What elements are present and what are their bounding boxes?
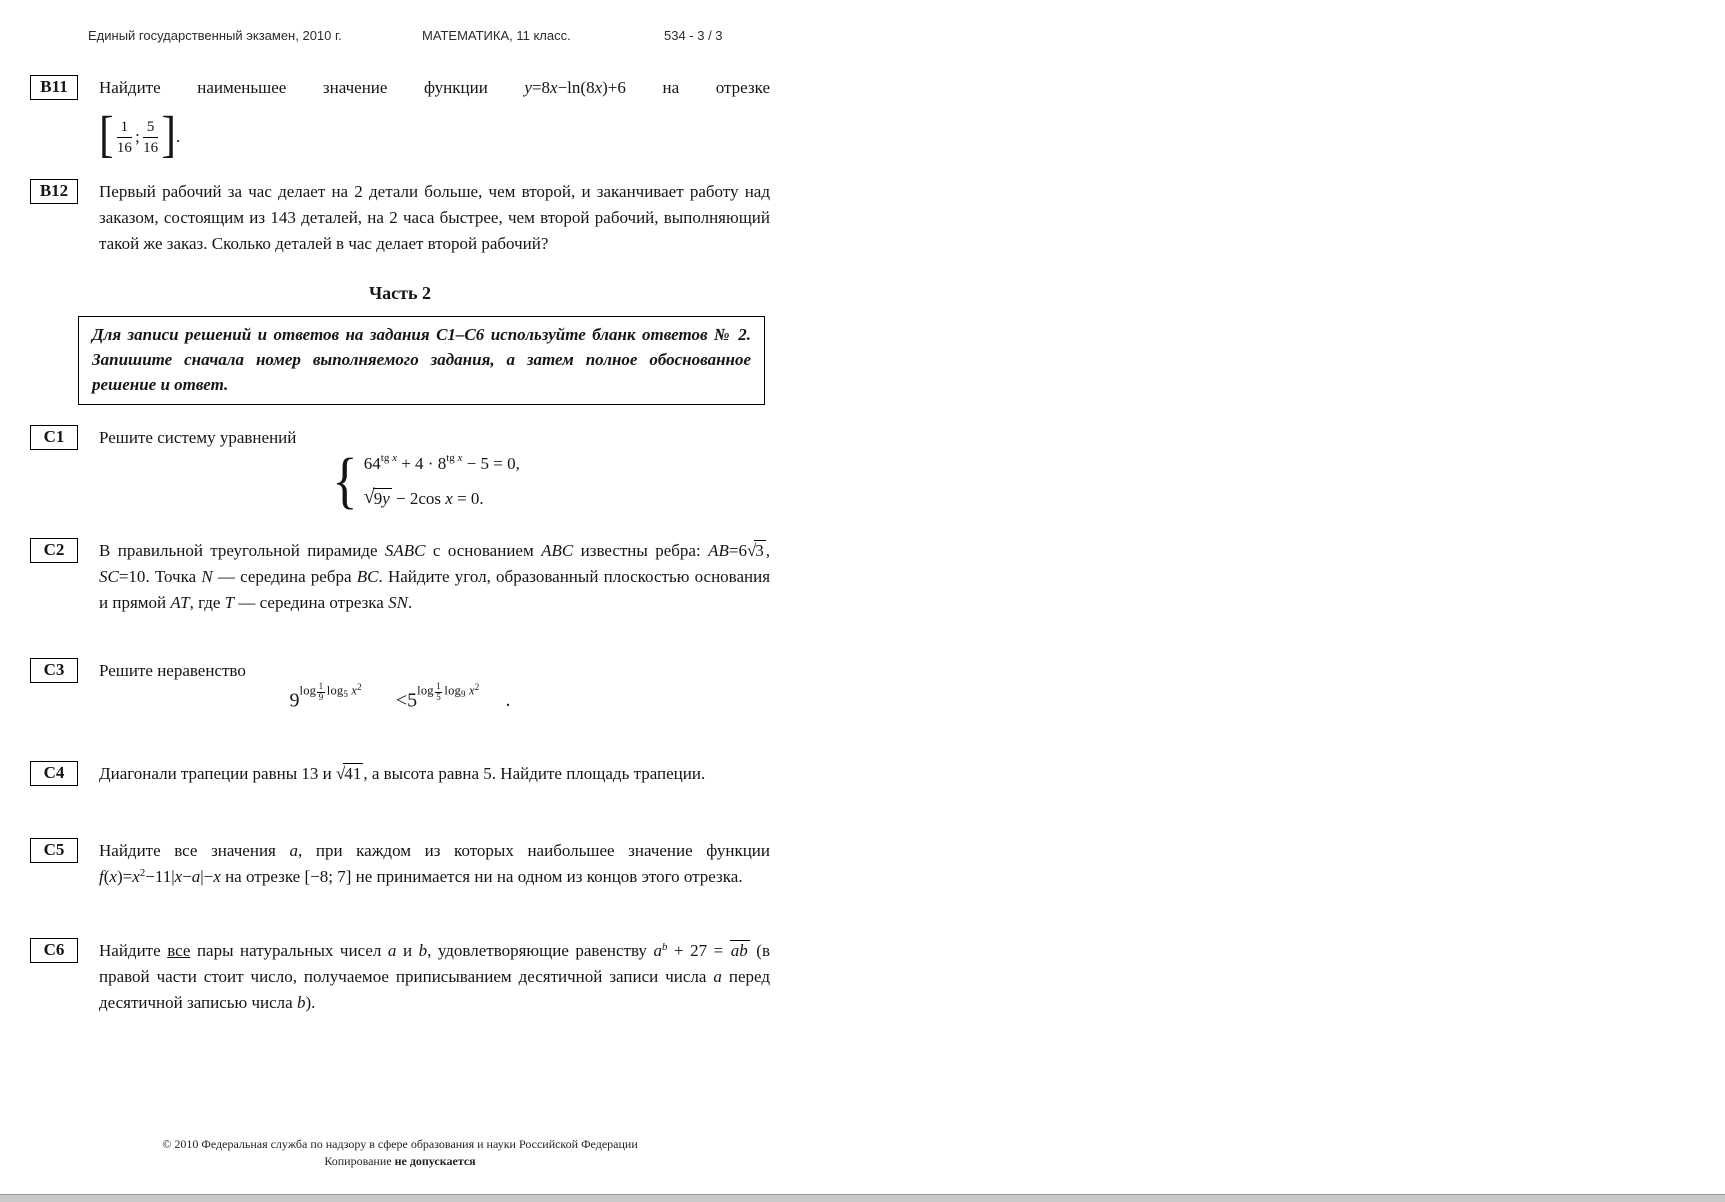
equation-2: √ 9y − 2cos x = 0. xyxy=(363,486,484,508)
equation-system-c1 xyxy=(330,446,520,516)
problem-label-c1: C1 xyxy=(30,425,78,450)
formula-bc: BC. Найдите угол, образованный плоскостью основания и прямой xyxy=(99,567,771,612)
problem-label-b11: B11 xyxy=(30,75,78,100)
problem-label-c3: C3 xyxy=(30,658,78,683)
inequality-c3: 9log $\frac{1}{9}$ $\log_5 x^2<5\log$ $\frac{1}{5}$ $\log_9 x^2$. xyxy=(289,681,511,712)
instruction-box: Для записи решений и ответов на задания C1–C6 используйте бланк ответов № 2. Запишите сначала номер выполняемого задания, а затем полное обоснованное решение и ответ. xyxy=(78,316,765,405)
segment-value: [−8; 7] xyxy=(304,867,352,886)
system-brace: { xyxy=(332,447,358,515)
window-bottom-edge xyxy=(0,1194,1725,1202)
equation-1: 64 tg x + 4 · 8 tg x − 5 = 0, xyxy=(363,451,520,473)
formula-sqrt41: √41 , а высота равна 5. Найдите площадь трапеции. xyxy=(336,764,706,783)
footer-copyright: © 2010 Федеральная служба по надзору в сфере образования и науки Российской Федерации xyxy=(162,1137,638,1151)
part2-title: Часть 2 xyxy=(368,283,432,303)
interval-b11: [ $\frac{1}{16}$ ; $\frac{5}{16}$ ] . xyxy=(99,106,181,163)
problem-text-c3: Решите неравенство xyxy=(99,661,246,680)
header-page-number: 534 - 3 / 3 xyxy=(664,28,723,43)
header-exam-title: Единый государственный экзамен, 2010 г. xyxy=(88,28,342,43)
problem-label-c2: C2 xyxy=(30,538,78,563)
formula-fx: $f(x)=x^2-11|x-a|-x$ xyxy=(99,867,221,886)
formula-at: AT, где xyxy=(170,593,221,612)
footer-no-copy: Копирование не допускается xyxy=(324,1154,476,1168)
formula-sn: SN. xyxy=(388,593,413,612)
problem-text-b11: Найдите наименьшее значение функции y=8x−ln(8x)+6 на отрезке [ $\frac{1}{16}$ ; $\frac{5}{16}$ ] . xyxy=(99,75,770,165)
problem-c5 xyxy=(30,838,770,890)
formula-sc: SC=10. Точка xyxy=(99,567,197,586)
problem-c6 xyxy=(30,938,770,1016)
problem-b12 xyxy=(30,179,770,257)
problem-b11 xyxy=(30,75,770,165)
problem-label-c6: C6 xyxy=(30,938,78,963)
problem-c4 xyxy=(30,761,770,787)
header-subject: МАТЕМАТИКА, 11 класс. xyxy=(422,28,571,43)
formula-ab: AB=6√3 , xyxy=(708,541,771,560)
problem-text-c4: Диагонали трапеции равны 13 и √41 , а высота равна 5. Найдите площадь трапеции. xyxy=(99,764,706,783)
problem-c3 xyxy=(30,658,770,684)
problem-label-c4: C4 xyxy=(30,761,78,786)
problem-label-c5: C5 xyxy=(30,838,78,863)
formula-b11: y=8x−ln(8x)+6 xyxy=(524,78,626,97)
formula-b-end: b). xyxy=(296,993,316,1012)
problem-label-b12: B12 xyxy=(30,179,78,204)
fraction: $\frac{1}{16}$ xyxy=(116,118,132,156)
document-page xyxy=(0,0,820,1202)
problem-text-b12: Первый рабочий за час делает на 2 детали больше, чем второй, и заканчивает работу над заказом, состоящим из 143 деталей, на 2 часа быстрее, чем второй рабочий, выполняющий такой же заказ. Сколько деталей в час делает второй рабочий? xyxy=(99,182,770,253)
problem-text-c1: Решите систему уравнений xyxy=(99,428,297,447)
problem-text-c2: В правильной треугольной пирамиде SABC с основанием ABC известны ребра: AB=6√3 , SC=10. Точка N — середина ребра BC. Найдите угол, образованный плоскостью основания и прямой AT, где T — середина отрезка SN. xyxy=(99,541,771,612)
formula-power: $a^b + 27$ = ab xyxy=(653,941,748,960)
problem-c2 xyxy=(30,538,770,616)
formula-ab-eq: b, удовлетворяющие равенству xyxy=(418,941,647,960)
page-footer xyxy=(30,1136,770,1170)
fraction: $\frac{5}{16}$ xyxy=(143,118,159,156)
problem-text-c6: Найдите все пары натуральных чисел a и b, удовлетворяющие равенству $a^b + 27$ = ab (в правой части стоит число, получаемое приписыванием десятичной записи числа a перед десятичной записью числа b). xyxy=(99,941,771,1012)
problem-text-c5: Найдите все значения a, при каждом из которых наибольшее значение функции $f(x)=x^2-11|x-a|-x$ на отрезке [−8; 7] не принимается ни на одном из концов этого отрезка. xyxy=(99,841,771,886)
